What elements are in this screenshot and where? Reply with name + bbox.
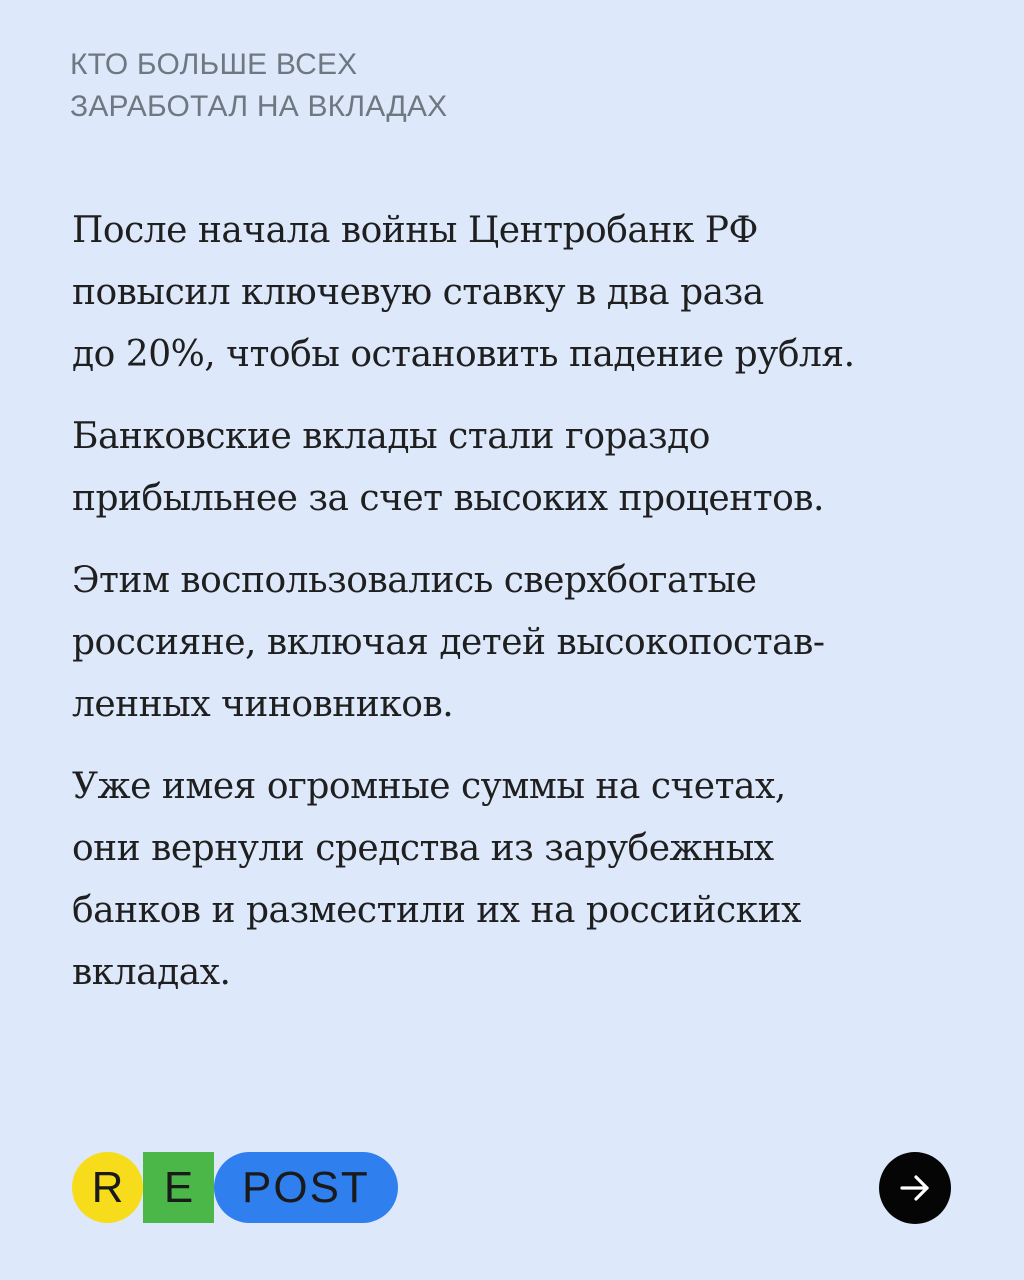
paragraph-line: ленных чиновников. — [72, 684, 454, 725]
paragraph-line: Банковские вклады стали гораздо — [72, 416, 710, 457]
logo-post-text: POST — [242, 1162, 370, 1212]
logo-post-pill — [214, 1152, 398, 1223]
slide-title — [70, 44, 770, 128]
paragraph-line: прибыльнее за счет высоких процентов. — [72, 478, 825, 519]
logo-e-square — [143, 1152, 214, 1223]
slide-title-line-1: КТО БОЛЬШЕ ВСЕХ — [70, 48, 358, 81]
paragraph-line: Уже имея огромные суммы на счетах, — [72, 766, 786, 807]
next-slide-button[interactable] — [879, 1152, 951, 1224]
paragraph-3 — [72, 550, 972, 736]
paragraph-line: Этим воспользовались сверхбогатые — [72, 560, 757, 601]
paragraph-line: банков и разместили их на российских — [72, 890, 801, 931]
paragraph-line: повысил ключевую ставку в два раза — [72, 272, 764, 313]
paragraph-4 — [72, 756, 972, 1004]
paragraph-line: вкладах. — [72, 952, 231, 993]
paragraph-line: до 20%, чтобы остановить падение рубля. — [72, 334, 855, 375]
logo-r-circle — [72, 1152, 143, 1223]
repost-logo — [72, 1152, 398, 1223]
paragraph-line: россияне, включая детей высокопостав- — [72, 622, 825, 663]
paragraph-line: они вернули средства из зарубежных — [72, 828, 774, 869]
paragraph-1 — [72, 200, 972, 386]
logo-e-letter: E — [163, 1162, 194, 1212]
paragraph-2 — [72, 406, 972, 530]
slide-title-line-2: ЗАРАБОТАЛ НА ВКЛАДАХ — [70, 90, 448, 123]
logo-r-letter: R — [91, 1162, 124, 1212]
article-body — [72, 200, 972, 1024]
paragraph-line: После начала войны Центробанк РФ — [72, 210, 758, 251]
arrow-right-icon — [897, 1170, 933, 1206]
